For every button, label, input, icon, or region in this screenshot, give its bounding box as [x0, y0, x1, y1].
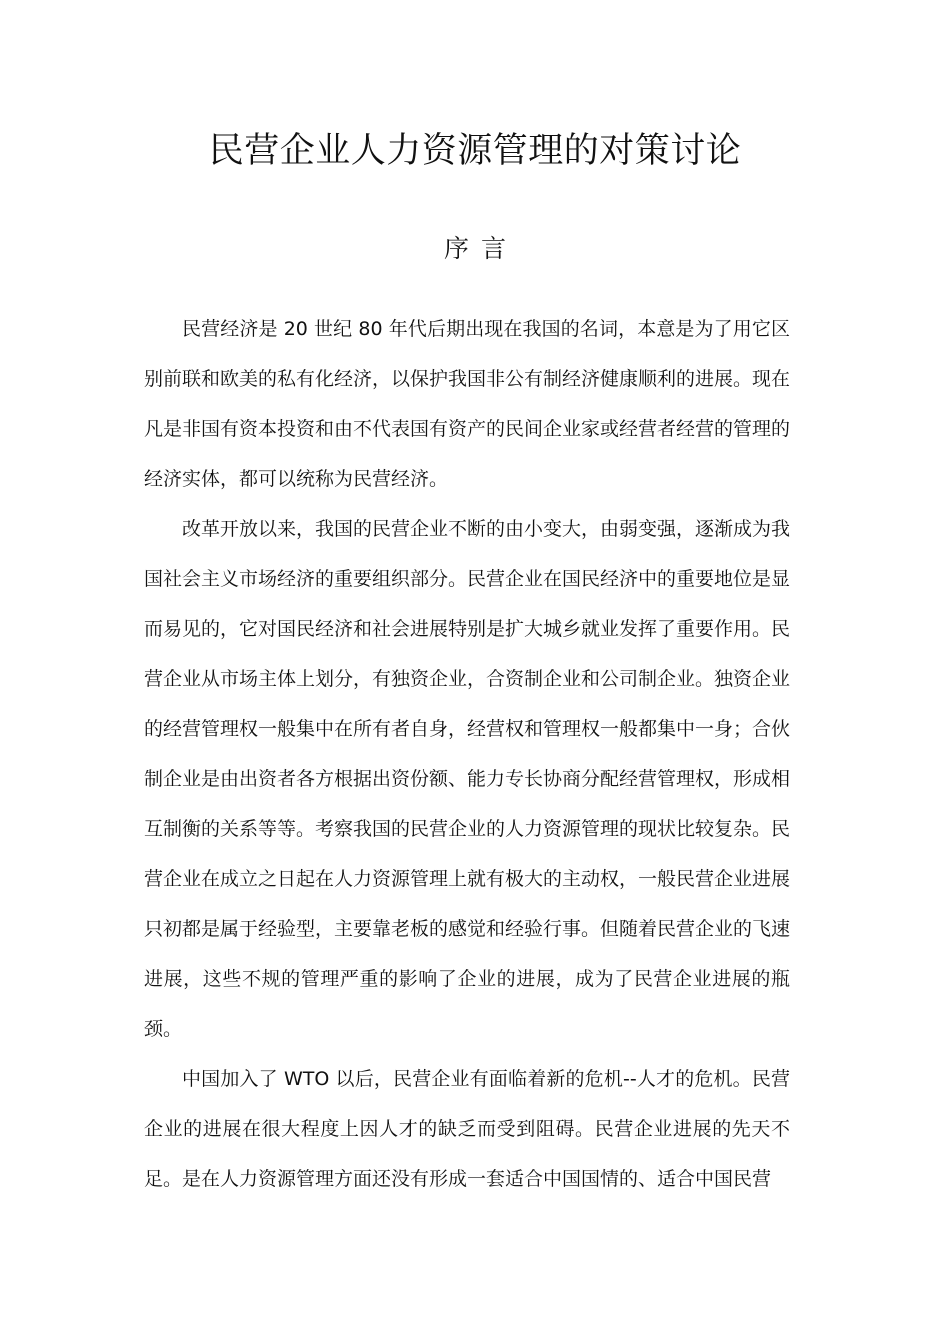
section-heading: 序 言: [444, 234, 506, 263]
document-title: 民营企业人力资源管理的对策讨论: [208, 131, 742, 171]
paragraph: 民营经济是 20 世纪 80 年代后期出现在我国的名词，本意是为了用它区别前联和欧美的私有化经济，以保护我国非公有制经济健康顺利的进展。现在凡是非国有资本投资和由不代表国有资产的民间企业家或经营者经营的管理的经济实体，都可以统称为民营经济。: [144, 318, 791, 490]
paragraph: 改革开放以来，我国的民营企业不断的由小变大，由弱变强，逐渐成为我国社会主义市场经济的重要组织部分。民营企业在国民经济中的重要地位是显而易见的，它对国民经济和社会进展特别是扩大城乡就业发挥了重要作用。民营企业从市场主体上划分，有独资企业，合资制企业和公司制企业。独资企业的经营管理权一般集中在所有者自身，经营权和管理权一般都集中一身；合伙制企业是由出资者各方根据出资份额、能力专长协商分配经营管理权，形成相互制衡的关系等等。考察我国的民营企业的人力资源管理的现状比较复杂。民营企业在成立之日起在人力资源管理上就有极大的主动权，一般民营企业进展只初都是属于经验型，主要靠老板的感觉和经验行事。但随着民营企业的飞速进展，这些不规的管理严重的影响了企业的进展，成为了民营企业进展的瓶颈。: [144, 518, 791, 1040]
paragraph: 中国加入了 WTO 以后，民营企业有面临着新的危机--人才的危机。民营企业的进展在很大程度上因人才的缺乏而受到阻碍。民营企业进展的先天不足。是在人力资源管理方面还没有形成一套适合中国国情的、适合中国民营: [144, 1068, 790, 1190]
document-body: [144, 304, 790, 1204]
